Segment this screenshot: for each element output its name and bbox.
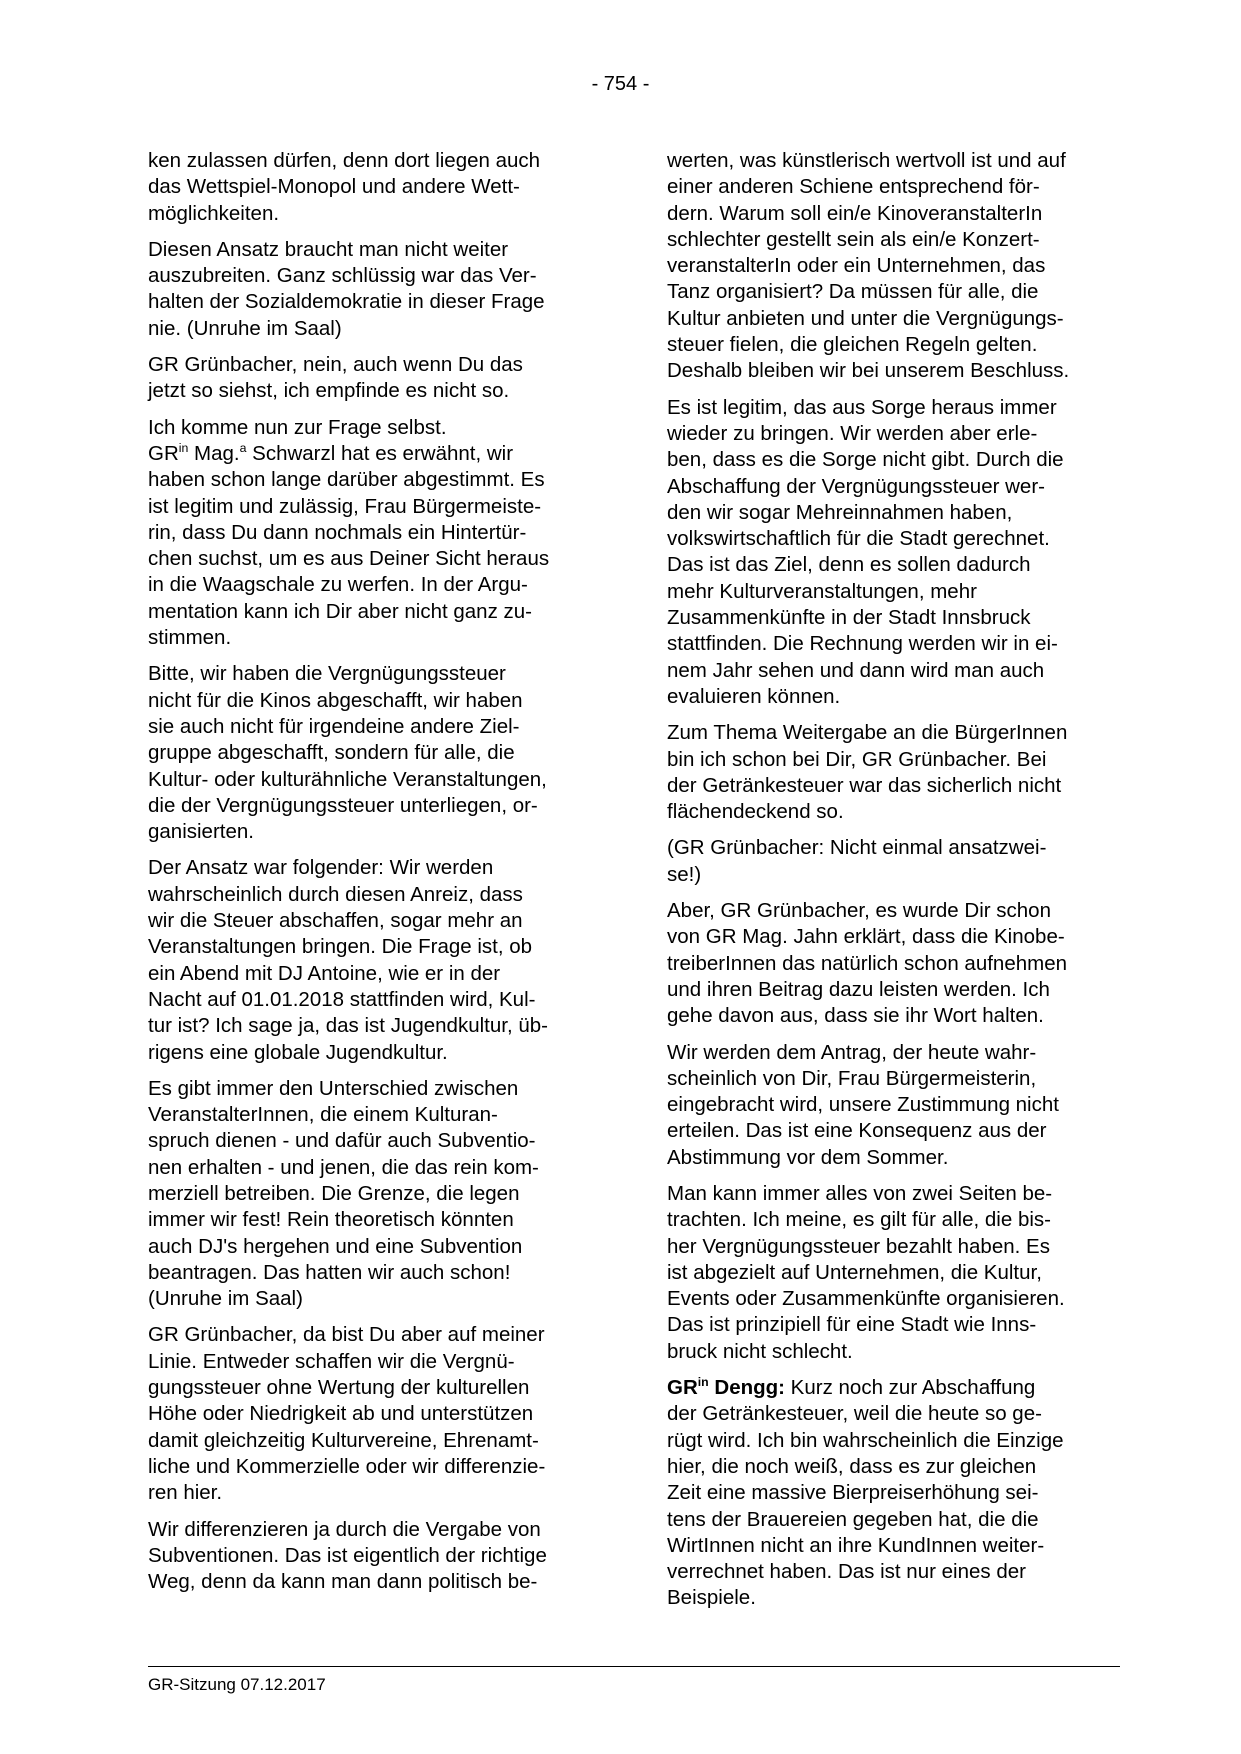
paragraph: Bitte, wir haben die Vergnügungssteuer nicht für die Kinos abgeschafft, wir haben sie auch nicht für irgendeine andere Ziel- gruppe abgeschafft, sondern für alle, die Kultur- oder kulturähnliche Veranstaltungen, die der Vergnügungssteuer unterliegen, or- ganisierten. — [148, 662, 547, 844]
footer-divider — [148, 1666, 1120, 1667]
paragraph-text: Schwarzl hat es erwähnt, wir haben schon lange darüber abgestimmt. Es ist legitim und zulässig, Frau Bürgermeiste- rin, dass Du dann nochmals ein Hintertür- chen suchst, um es aus Deiner Sicht heraus in die Waagschale zu werfen. In der Argu- mentation kann ich Dir aber nicht ganz zu- stimmen. — [148, 441, 550, 650]
paragraph: Es gibt immer den Unterschied zwischen VeranstalterInnen, die einem Kulturan- spruch dienen - und dafür auch Subventio- nen erhalten - und jenen, die das rein kom- merziell betreiben. Die Grenze, die legen immer wir fest! Rein theoretisch könnten auch DJ's hergehen und eine Subvention beantragen. Das hatten wir auch schon! (Unruhe im Saal) — [148, 1076, 539, 1311]
paragraph: Wir werden dem Antrag, der heute wahr- scheinlich von Dir, Frau Bürgermeisterin, eingebracht wird, unsere Zustimmung nicht erteilen. Das ist eine Konsequenz aus der Abstimmung vor dem Sommer. — [667, 1040, 1059, 1169]
paragraph — [148, 415, 598, 652]
mag-abbrev: Mag. — [188, 441, 240, 465]
gr-abbrev: GR — [148, 441, 179, 465]
paragraph-line: Ich komme nun zur Frage selbst. — [148, 415, 447, 439]
gr-superscript: in — [178, 441, 189, 456]
paragraph: Es ist legitim, das aus Sorge heraus immer wieder zu bringen. Wir werden aber erle- ben, dass es die Sorge nicht gibt. Durch die Abschaffung der Vergnügungssteuer wer- den wir sogar Mehreinnahmen haben, volkswirtschaftlich für die Stadt gerechnet. Das ist das Ziel, denn es sollen dadurch mehr Kulturveranstaltungen, mehr Zusammenkünfte in der Stadt Innsbruck stattfinden. Die Rechnung werden wir in ei- nem Jahr sehen und dann wird man auch evaluieren können. — [667, 395, 1064, 708]
right-column — [667, 148, 1117, 1622]
mag-superscript: a — [239, 441, 247, 456]
speaker-gr: GR — [667, 1376, 698, 1400]
paragraph: Diesen Ansatz braucht man nicht weiter auszubreiten. Ganz schlüssig war das Ver- halten der Sozialdemokratie in dieser Frage nie. (Unruhe im Saal) — [148, 237, 545, 340]
speaker-label — [667, 1376, 785, 1399]
paragraph: GR Grünbacher, da bist Du aber auf meiner Linie. Entweder schaffen wir die Vergnü- gungssteuer ohne Wertung der kulturellen Höhe oder Niedrigkeit ab und unterstützen damit gleichzeitig Kulturvereine, Ehrenamt- liche und Kommerzielle oder wir differenzie- ren hier. — [148, 1323, 546, 1505]
paragraph-text: Kurz noch zur Abschaffung der Getränkesteuer, weil die heute so ge- rügt wird. Ich bin wahrscheinlich die Einzige hier, die noch weiß, dass es zur gleichen Zeit eine massive Bierpreiserhöhung sei- tens der Brauereien gegeben hat, die die WirtInnen nicht an ihre KundInnen weiter- verrechnet haben. Das ist nur eines der Beispiele. — [667, 1376, 1064, 1610]
footer-session-date: GR-Sitzung 07.12.2017 — [148, 1675, 326, 1694]
paragraph: (GR Grünbacher: Nicht einmal ansatzwei- se!) — [667, 836, 1047, 886]
left-column — [148, 148, 598, 1605]
paragraph: GR Grünbacher, nein, auch wenn Du das jetzt so siehst, ich empfinde es nicht so. — [148, 353, 523, 403]
paragraph: Aber, GR Grünbacher, es wurde Dir schon von GR Mag. Jahn erklärt, dass die Kinobe- treiberInnen das natürlich schon aufnehmen und ihren Beitrag dazu leisten werden. Ich gehe davon aus, dass sie ihr Wort halten. — [667, 899, 1068, 1028]
speaker-paragraph — [667, 1375, 1117, 1612]
speaker-superscript: in — [697, 1375, 709, 1390]
page-number: - 754 - — [591, 73, 650, 95]
paragraph: werten, was künstlerisch wertvoll ist und auf einer anderen Schiene entsprechend för- dern. Warum soll ein/e KinoveranstalterIn schlechter gestellt sein als ein/e Konzert- veranstalterIn oder ein Unternehmen, das Tanz organisiert? Da müssen für alle, die Kultur anbieten und unter die Vergnügungs- steuer fielen, die gleichen Regeln gelten. Deshalb bleiben wir bei unserem Beschluss. — [667, 149, 1070, 383]
paragraph: Zum Thema Weitergabe an die BürgerInnen bin ich schon bei Dir, GR Grünbacher. Bei der Getränkesteuer war das sicherlich nicht flächendeckend so. — [667, 721, 1068, 824]
paragraph: Man kann immer alles von zwei Seiten be- trachten. Ich meine, es gilt für alle, die bis- her Vergnügungssteuer bezahlt haben. Es ist abgezielt auf Unternehmen, die Kultur, Events oder Zusammenkünfte organisieren. Das ist prinzipiell für eine Stadt wie Inns- bruck nicht schlecht. — [667, 1181, 1065, 1363]
paragraph: Wir differenzieren ja durch die Vergabe von Subventionen. Das ist eigentlich der richtige Weg, denn da kann man dann politisch be- — [148, 1517, 547, 1594]
speaker-name: Dengg: — [708, 1376, 785, 1400]
paragraph: Der Ansatz war folgender: Wir werden wahrscheinlich durch diesen Anreiz, dass wir die Steuer abschaffen, sogar mehr an Veranstaltungen bringen. Die Frage ist, ob ein Abend mit DJ Antoine, wie er in der Nacht auf 01.01.2018 stattfinden wird, Kul- tur ist? Ich sage ja, das ist Jugendkultur, üb- rigens eine globale Jugendkultur. — [148, 856, 548, 1064]
paragraph: ken zulassen dürfen, denn dort liegen auch das Wettspiel-Monopol und andere Wett- möglichkeiten. — [148, 149, 541, 225]
